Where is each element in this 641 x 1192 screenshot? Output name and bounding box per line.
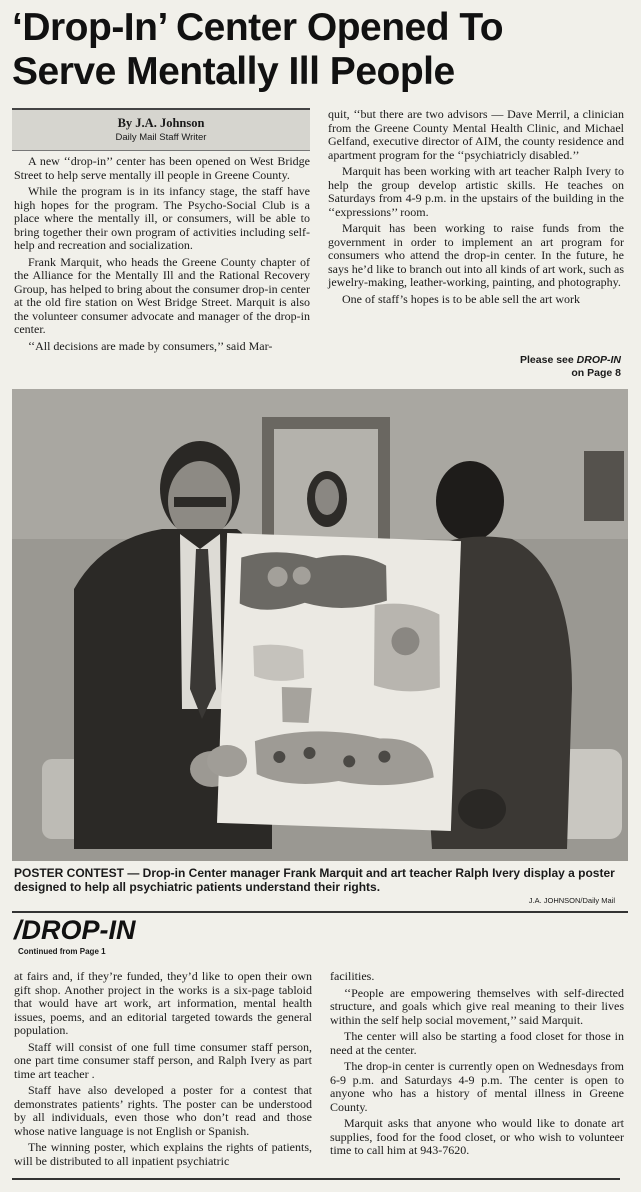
- section-divider: [12, 911, 628, 913]
- caption-lead: POSTER CONTEST: [14, 866, 125, 880]
- jump-page: on Page 8: [571, 367, 621, 379]
- photo-caption: [14, 866, 628, 894]
- headline-line-2: Serve Mentally Ill People: [12, 50, 455, 93]
- paragraph: A new ‘‘drop-in’’ center has been opened on West Bridge Street to help serve mentally ill people in Greene County.: [14, 154, 310, 182]
- paragraph: The center will also be starting a food closet for those in need at the center.: [330, 1029, 624, 1057]
- photo-credit: J.A. JOHNSON/Daily Mail: [528, 896, 615, 905]
- paragraph: Staff have also developed a poster for a contest that demonstrates patients’ rights. The poster can be understood by all individuals, even those who don’t read and those whose native language is not English or Spanish.: [14, 1083, 312, 1138]
- paragraph: at fairs and, if they’re funded, they’d like to open their own gift shop. Another project in the works is a six-page tabloid that would have art work, art information, mental health issues, poems, and an editorial targeted towards the general population.: [14, 969, 312, 1037]
- paragraph: While the program is in its infancy stage, the staff have high hopes for the program. The Psycho-Social Club is a place where the mentally ill, or consumers, will be able to bring together their own program of activities including self-help and recreation and socialization.: [14, 184, 310, 252]
- jump-column-1: [14, 970, 312, 1171]
- article-column-1: [14, 155, 310, 356]
- paragraph: Marquit has been working with art teacher Ralph Ivery to help the group develop artistic skills. He teaches on Saturdays from 4-9 p.m. in the upstairs of the building in the ‘‘expressions’’ room.: [328, 164, 624, 219]
- paragraph: The winning poster, which explains the rights of patients, will be distributed to all inpatient psychiatric: [14, 1140, 312, 1168]
- paragraph: Staff will consist of one full time consumer staff person, one part time consumer staff person, and Ralph Ivery as part time art teacher .: [14, 1039, 312, 1081]
- paragraph: ‘‘People are empowering themselves with self-directed structure, and goals which give real meaning to their lives within the self help social movement,’’ said Marquit.: [330, 985, 624, 1027]
- caption-text: — Drop-in Center manager Frank Marquit and art teacher Ralph Ivery display a poster designed to help all psychiatric patients understand their rights.: [14, 866, 615, 894]
- headline-line-1: ‘Drop-In’ Center Opened To: [12, 6, 504, 49]
- paragraph: facilities.: [330, 969, 375, 983]
- jump-column-2: [330, 970, 624, 1161]
- paragraph: ‘‘All decisions are made by consumers,’’ said Mar-: [28, 338, 273, 353]
- bottom-rule: [12, 1178, 620, 1180]
- paragraph: Marquit has been working to raise funds from the government in order to implement an art program for consumers who attend the drop-in center. In the future, he says he’d like to branch out into all kinds of art work, such as jewelry-making, leather-working, painting, and photography.: [328, 221, 624, 289]
- paragraph: Marquit asks that anyone who would like to donate art supplies, food for the food closet, or who wish to volunteer time to call him at 943-7620.: [330, 1116, 624, 1157]
- paragraph: The drop-in center is currently open on Wednesdays from 6-9 p.m. and Saturdays 4-9 p.m. The center is open to anyone who has a history of mental illness in Greene County.: [330, 1059, 624, 1114]
- byline-author: By J.A. Johnson: [117, 116, 205, 130]
- paragraph: quit, ‘‘but there are two advisors — Dave Merril, a clinician from the Greene County Mental Health Clinic, and Michael Gelfand, executive director of AIM, the county residence and apartment program for the ‘‘psychiatricly disabled.’’: [328, 107, 624, 162]
- headline: [12, 6, 632, 94]
- jump-prefix: Please see: [520, 354, 577, 366]
- continued-note: Continued from Page 1: [18, 947, 106, 956]
- article-column-2: [328, 108, 624, 309]
- jump-heading: /DROP-IN: [14, 915, 136, 945]
- byline-title: Daily Mail Staff Writer: [115, 132, 207, 143]
- paragraph: Frank Marquit, who heads the Greene County chapter of the Alliance for the Mentally Ill and the Rational Recovery Group, has helped to bring about the consumer drop-in center at the old fire station on West Bridge Street. Marquit is also the volunteer consumer advocate and manager of the drop-in center.: [14, 254, 310, 336]
- byline: [12, 108, 310, 151]
- jump-label: DROP-IN: [576, 354, 621, 366]
- jump-reference: [520, 354, 621, 380]
- news-photo: [12, 389, 628, 861]
- paragraph: One of staff’s hopes is to be able sell the art work: [342, 291, 581, 306]
